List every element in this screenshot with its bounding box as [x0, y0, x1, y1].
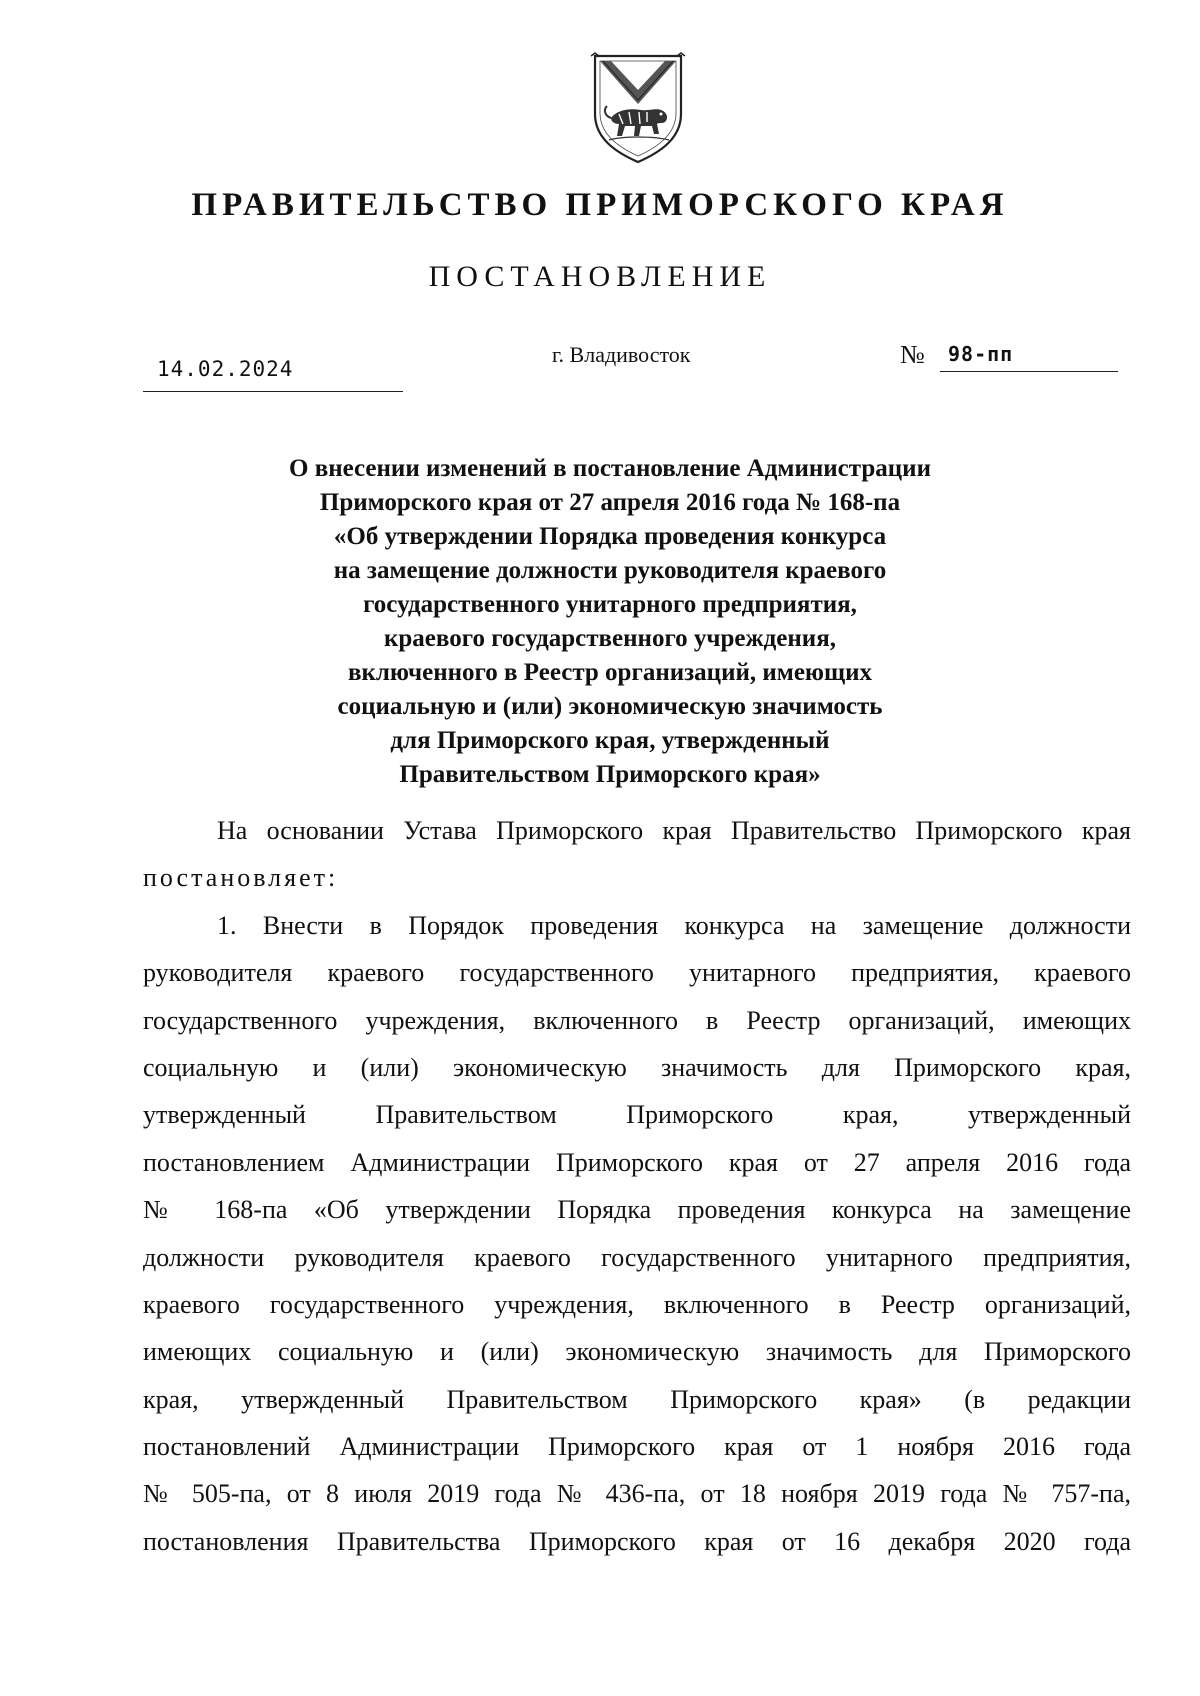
document-date: 14.02.2024	[157, 357, 294, 381]
document-number: 98-пп	[948, 342, 1014, 366]
body-line: утвержденный Правительством Приморского края, утвержденный	[143, 1100, 1131, 1130]
document-city: г. Владивосток	[552, 342, 691, 367]
subject-line: для Приморского края, утвержденный	[390, 727, 830, 754]
body-line: краевого государственного учреждения, включенного в Реестр организаций,	[143, 1289, 1131, 1319]
body-line: государственного учреждения, включенного в Реестр организаций, имеющих	[143, 1005, 1131, 1035]
subject-line: на замещение должности руководителя краевого	[333, 557, 887, 584]
subject-line: О внесении изменений в постановление Администрации	[289, 455, 931, 482]
document-number-field	[900, 340, 1120, 370]
body-line: постановлений Администрации Приморского края от 1 ноября 2016 года	[143, 1432, 1131, 1462]
government-title: ПРАВИТЕЛЬСТВО ПРИМОРСКОГО КРАЯ	[191, 187, 1009, 223]
body-line: № 505-па, от 8 июля 2019 года № 436-па, от 18 ноября 2019 года № 757-па,	[143, 1479, 1131, 1509]
document-date-field	[143, 357, 403, 392]
body-line: постановления Правительства Приморского края от 16 декабря 2020 года	[143, 1526, 1131, 1556]
body-line: постановляет:	[143, 863, 339, 893]
document-subject	[220, 452, 1000, 792]
subject-line: «Об утверждении Порядка проведения конкурса	[333, 523, 887, 550]
body-line: социальную и (или) экономическую значимость для Приморского края,	[143, 1052, 1131, 1082]
subject-line: Приморского края от 27 апреля 2016 года № 168-па	[319, 489, 901, 516]
body-line: руководителя краевого государственного унитарного предприятия, краевого	[143, 958, 1131, 988]
body-line: края, утвержденный Правительством Приморского края» (в редакции	[143, 1384, 1131, 1414]
body-line: На основании Устава Приморского края Правительство Приморского края	[217, 816, 1131, 845]
document-body	[143, 807, 1131, 1565]
subject-line: краевого государственного учреждения,	[383, 625, 836, 652]
primorye-coat-of-arms-icon	[589, 52, 687, 166]
subject-line: Правительством Приморского края»	[399, 761, 821, 788]
body-line: имеющих социальную и (или) экономическую значимость для Приморского	[143, 1337, 1131, 1367]
subject-line: государственного унитарного предприятия,	[363, 591, 857, 618]
subject-line: включенного в Реестр организаций, имеющих	[347, 659, 873, 686]
subject-line: социальную и (или) экономическую значимость	[337, 693, 883, 720]
body-line: № 168-па «Об утверждении Порядка проведения конкурса на замещение	[143, 1195, 1131, 1225]
document-type: ПОСТАНОВЛЕНИЕ	[428, 260, 772, 293]
number-sign: №	[900, 340, 925, 369]
body-line: должности руководителя краевого государственного унитарного предприятия,	[143, 1242, 1131, 1272]
body-line: постановлением Администрации Приморского края от 27 апреля 2016 года	[143, 1147, 1131, 1177]
body-line: 1. Внести в Порядок проведения конкурса на замещение должности	[217, 910, 1131, 940]
